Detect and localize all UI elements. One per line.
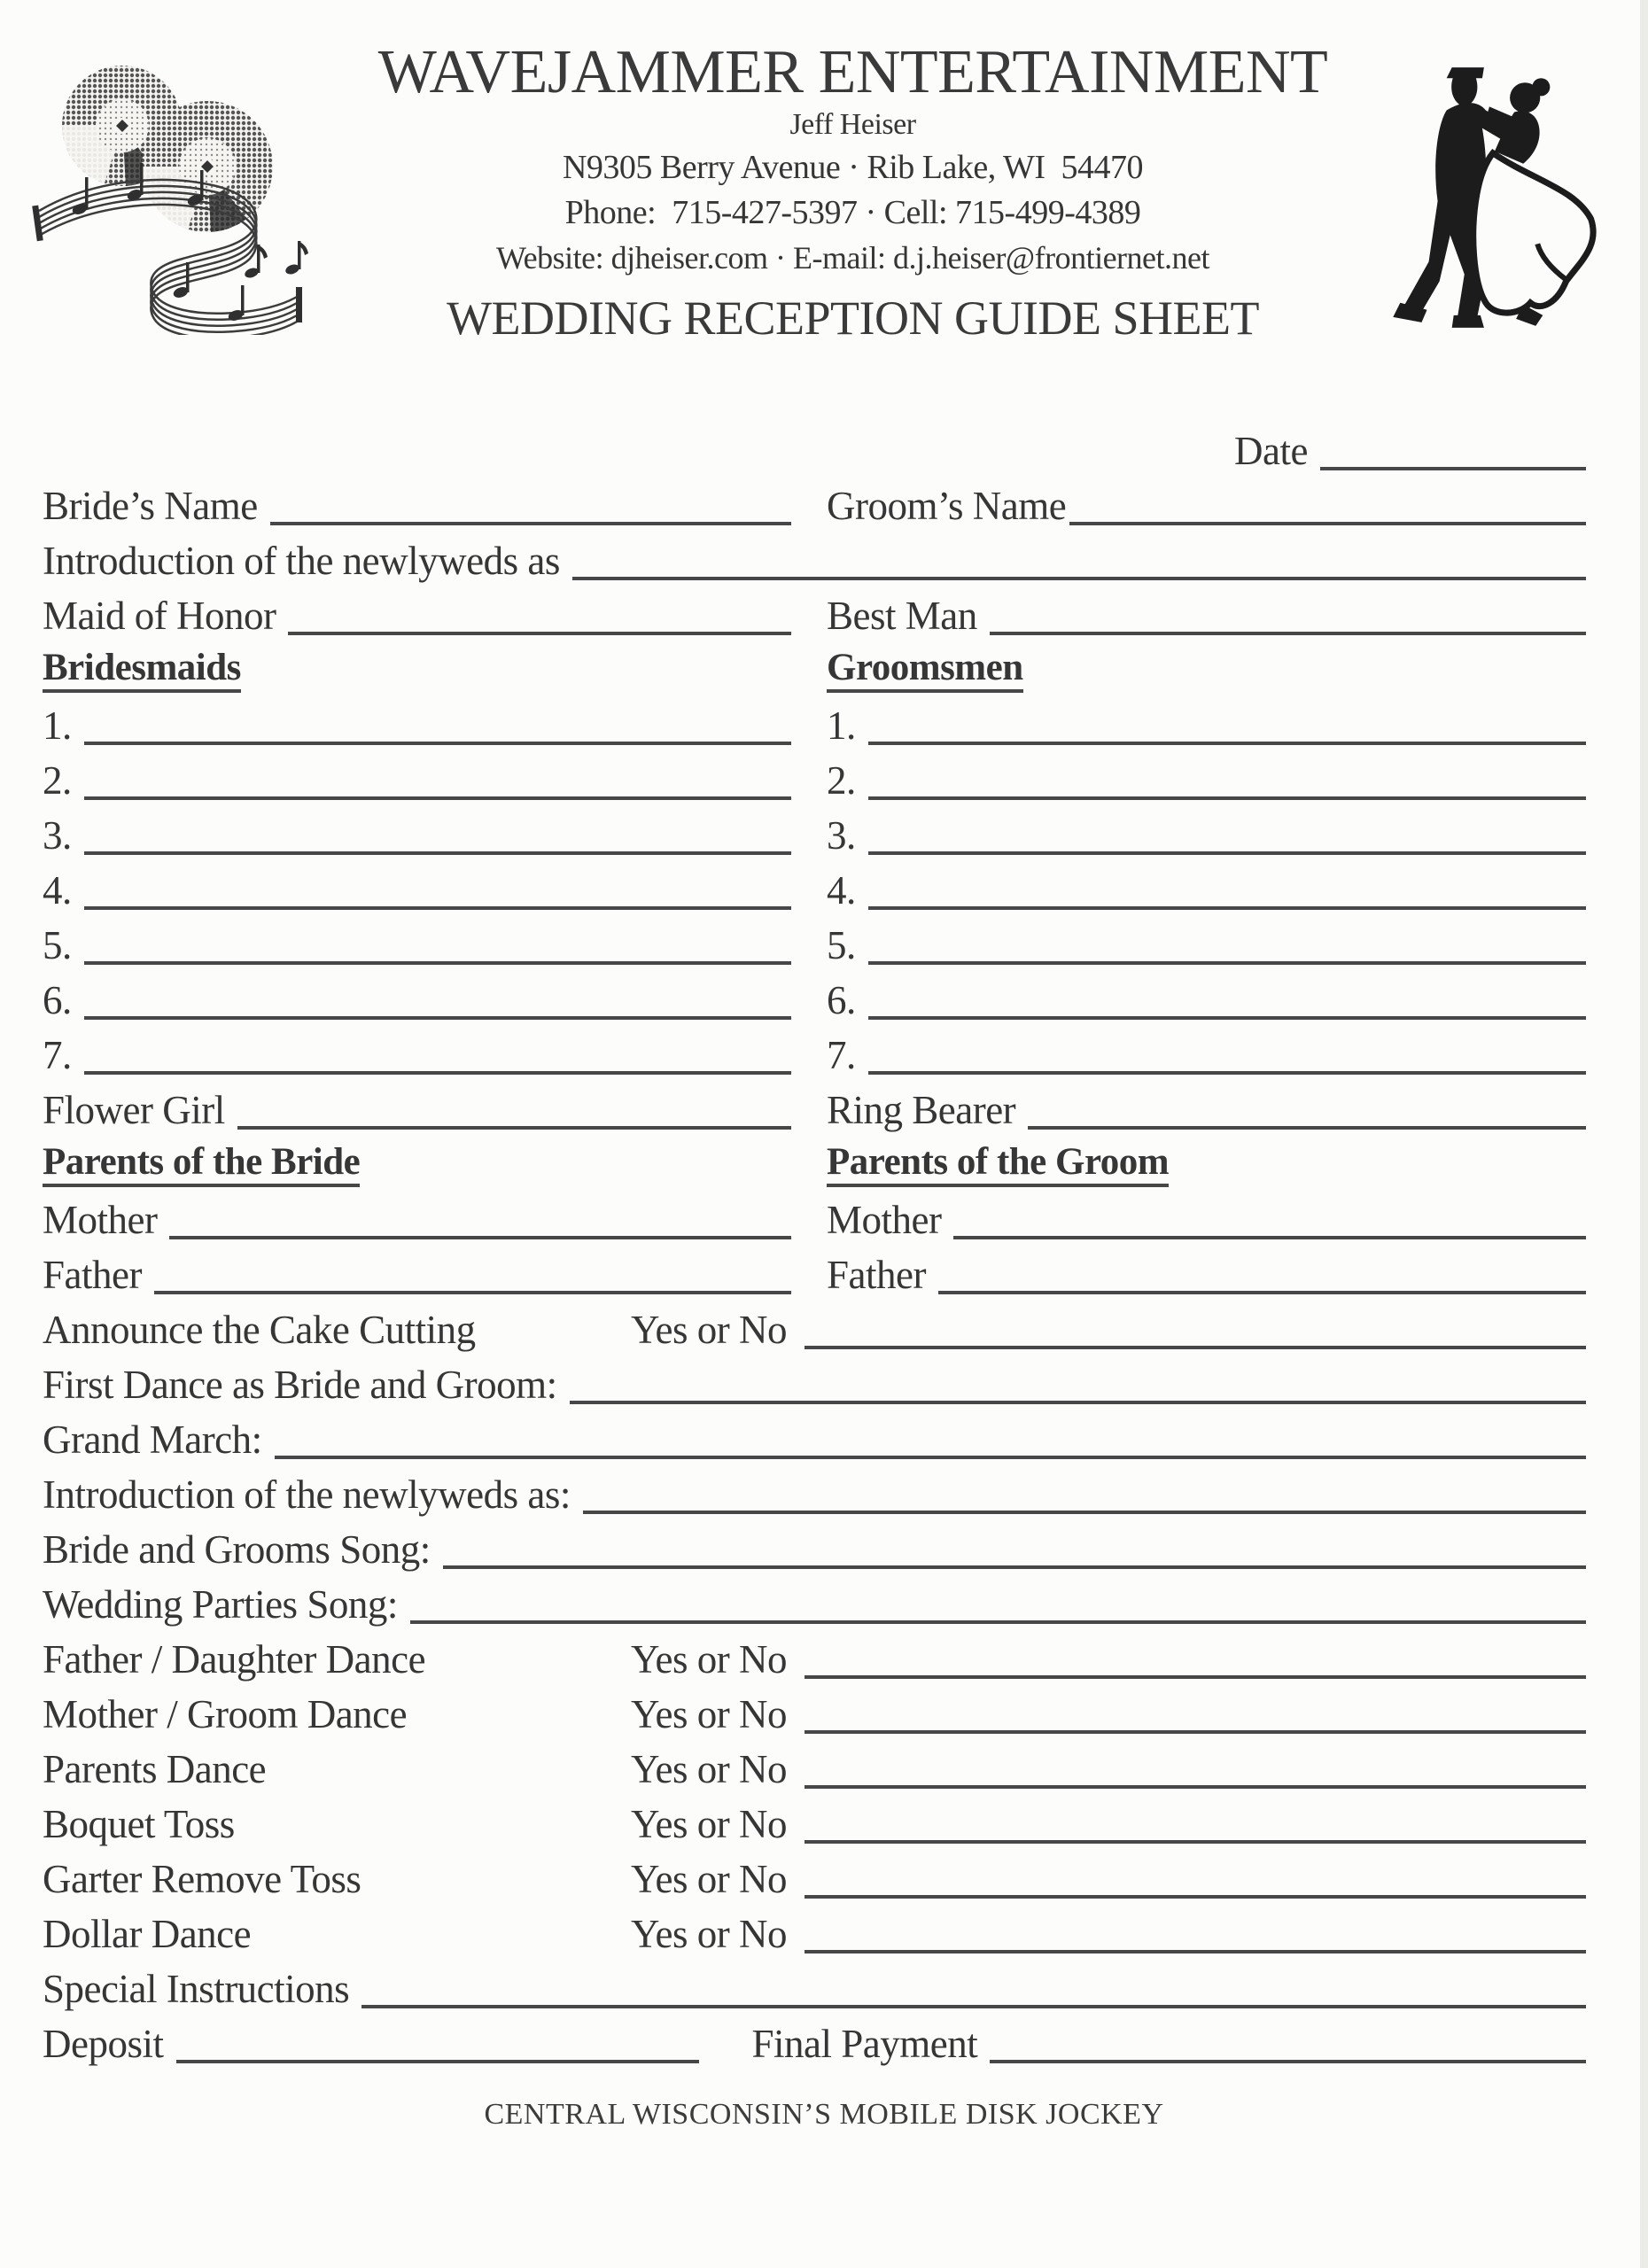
groom-name-label: Groom’s Name	[827, 484, 1067, 529]
ring-bearer-input-line[interactable]	[1028, 1115, 1586, 1130]
dollar-dance-label: Dollar Dance	[43, 1912, 252, 1957]
parents-dance-yes-or-no-label: Yes or No	[631, 1747, 787, 1792]
footer-tagline: CENTRAL WISCONSIN’S MOBILE DISK JOCKEY	[484, 2098, 1164, 2131]
address-line: N9305 Berry Avenue · Rib Lake, WI 54470	[562, 149, 1144, 187]
dancing-couple-icon	[1389, 44, 1604, 338]
date-input-line[interactable]	[1320, 456, 1586, 470]
vinyl-records-music-staff-icon	[23, 35, 317, 335]
reception-guide-form	[0, 390, 1648, 2066]
parents-of-groom-header: Parents of the Groom	[827, 1142, 1169, 1187]
phone-line: Phone: 715-427-5397 · Cell: 715-499-4389	[564, 194, 1141, 232]
final-payment-input-line[interactable]	[990, 2049, 1586, 2063]
bridesmaid-4-input-line[interactable]	[84, 896, 791, 910]
garter-toss-yes-or-no-label: Yes or No	[631, 1857, 787, 1902]
sheet-title: WEDDING RECEPTION GUIDE SHEET	[447, 291, 1259, 346]
groom-mother-input-line[interactable]	[953, 1225, 1586, 1239]
parents-dance-input-line[interactable]	[805, 1775, 1586, 1789]
bride-mother-label: Mother	[43, 1198, 158, 1243]
groomsman-2-input-line[interactable]	[868, 786, 1586, 800]
mother-groom-dance-label: Mother / Groom Dance	[43, 1692, 408, 1737]
newlyweds-intro-row	[43, 528, 1586, 583]
party-headers-row	[43, 638, 1586, 693]
maid-of-honor-input-line[interactable]	[288, 621, 791, 635]
wedding-parties-song-row	[43, 1572, 1586, 1627]
bridesmaid-1-number: 1.	[43, 703, 72, 749]
special-instructions-row	[43, 1956, 1586, 2011]
newlyweds-intro-2-row	[43, 1462, 1586, 1517]
mother-groom-dance-row	[43, 1682, 1586, 1736]
groomsman-1-number: 1.	[827, 703, 856, 749]
best-man-input-line[interactable]	[990, 621, 1586, 635]
groomsman-1-input-line[interactable]	[868, 731, 1586, 745]
dollar-dance-row	[43, 1901, 1586, 1956]
cake-cutting-input-line[interactable]	[805, 1335, 1586, 1349]
maid-bestman-row	[43, 583, 1586, 638]
groomsman-4-number: 4.	[827, 868, 856, 913]
first-dance-label: First Dance as Bride and Groom:	[43, 1363, 557, 1408]
ring-bearer-label: Ring Bearer	[827, 1088, 1016, 1133]
fathers-row	[43, 1242, 1586, 1297]
bride-grooms-song-input-line[interactable]	[443, 1555, 1586, 1569]
groom-name-input-line[interactable]	[1069, 511, 1586, 525]
website-email-line: Website: djheiser.com · E-mail: d.j.heiser@frontiernet.net	[496, 240, 1209, 276]
wedding-parties-song-input-line[interactable]	[410, 1610, 1586, 1624]
party-row-7	[43, 1022, 1586, 1077]
parents-dance-label: Parents Dance	[43, 1747, 267, 1792]
cake-cutting-yes-or-no-label: Yes or No	[631, 1308, 787, 1353]
newlyweds-intro-label: Introduction of the newlyweds as	[43, 539, 560, 584]
party-row-1	[43, 693, 1586, 748]
owner-name: Jeff Heiser	[789, 108, 916, 142]
groomsman-3-input-line[interactable]	[868, 841, 1586, 855]
special-instructions-label: Special Instructions	[43, 1967, 350, 2012]
date-row	[43, 408, 1586, 473]
flower-girl-label: Flower Girl	[43, 1088, 225, 1133]
first-dance-row	[43, 1352, 1586, 1407]
bride-grooms-song-row	[43, 1517, 1586, 1572]
company-name: WAVEJAMMER ENTERTAINMENT	[377, 38, 1328, 106]
bridesmaid-2-number: 2.	[43, 758, 72, 804]
bridesmaid-6-number: 6.	[43, 978, 72, 1023]
garter-remove-toss-label: Garter Remove Toss	[43, 1857, 361, 1902]
bride-father-label: Father	[43, 1253, 142, 1298]
boquet-toss-yes-or-no-label: Yes or No	[631, 1802, 787, 1847]
groomsman-7-input-line[interactable]	[868, 1060, 1586, 1075]
garter-toss-input-line[interactable]	[805, 1884, 1586, 1899]
groom-father-input-line[interactable]	[938, 1280, 1586, 1294]
groom-mother-label: Mother	[827, 1198, 942, 1243]
newlyweds-intro-input-line[interactable]	[572, 566, 1586, 580]
bridesmaid-4-number: 4.	[43, 868, 72, 913]
cake-cutting-row	[43, 1297, 1586, 1352]
father-daughter-dance-row	[43, 1627, 1586, 1682]
bride-grooms-song-label: Bride and Grooms Song:	[43, 1527, 431, 1573]
garter-remove-toss-row	[43, 1846, 1586, 1901]
bridesmaid-7-input-line[interactable]	[84, 1060, 791, 1075]
father-daughter-input-line[interactable]	[805, 1665, 1586, 1679]
cake-cutting-label: Announce the Cake Cutting	[43, 1308, 476, 1353]
groomsman-3-number: 3.	[827, 813, 856, 858]
bridesmaids-header: Bridesmaids	[43, 648, 241, 693]
letterhead-text	[319, 38, 1387, 346]
mothers-row	[43, 1187, 1586, 1242]
parents-of-bride-header: Parents of the Bride	[43, 1142, 360, 1187]
groomsman-6-input-line[interactable]	[868, 1006, 1586, 1020]
boquet-toss-row	[43, 1791, 1586, 1846]
boquet-toss-input-line[interactable]	[805, 1829, 1586, 1844]
party-row-2	[43, 748, 1586, 803]
groomsman-6-number: 6.	[827, 978, 856, 1023]
boquet-toss-label: Boquet Toss	[43, 1802, 235, 1847]
father-daughter-yes-or-no-label: Yes or No	[631, 1637, 787, 1682]
parents-headers-row	[43, 1132, 1586, 1187]
special-instructions-input-line[interactable]	[361, 1994, 1586, 2008]
bride-name-input-line[interactable]	[270, 511, 791, 525]
dollar-dance-yes-or-no-label: Yes or No	[631, 1912, 787, 1957]
mother-groom-yes-or-no-label: Yes or No	[631, 1692, 787, 1737]
mother-groom-input-line[interactable]	[805, 1720, 1586, 1734]
grand-march-label: Grand March:	[43, 1418, 262, 1463]
bride-mother-input-line[interactable]	[169, 1225, 791, 1239]
bride-father-input-line[interactable]	[154, 1280, 791, 1294]
flower-girl-input-line[interactable]	[237, 1115, 791, 1130]
party-row-4	[43, 858, 1586, 913]
date-label: Date	[1234, 429, 1308, 474]
deposit-input-line[interactable]	[176, 2049, 699, 2063]
bridesmaid-6-input-line[interactable]	[84, 1006, 791, 1020]
groomsman-2-number: 2.	[827, 758, 856, 804]
party-row-5	[43, 913, 1586, 967]
first-dance-input-line[interactable]	[570, 1390, 1586, 1404]
best-man-label: Best Man	[827, 594, 977, 639]
bridesmaid-5-input-line[interactable]	[84, 951, 791, 965]
bridesmaid-3-input-line[interactable]	[84, 841, 791, 855]
party-row-3	[43, 803, 1586, 858]
deposit-label: Deposit	[43, 2022, 164, 2067]
bridesmaid-3-number: 3.	[43, 813, 72, 858]
flower-ring-row	[43, 1077, 1586, 1132]
party-row-6	[43, 967, 1586, 1022]
bridesmaid-2-input-line[interactable]	[84, 786, 791, 800]
letterhead	[0, 0, 1648, 390]
bridesmaid-5-number: 5.	[43, 923, 72, 968]
wedding-parties-song-label: Wedding Parties Song:	[43, 1582, 398, 1627]
bride-groom-row	[43, 473, 1586, 528]
grand-march-row	[43, 1407, 1586, 1462]
bride-name-label: Bride’s Name	[43, 484, 258, 529]
groomsman-5-input-line[interactable]	[868, 951, 1586, 965]
maid-of-honor-label: Maid of Honor	[43, 594, 276, 639]
bridesmaid-1-input-line[interactable]	[84, 731, 791, 745]
newlyweds-intro-2-label: Introduction of the newlyweds as:	[43, 1472, 571, 1518]
newlyweds-intro-2-input-line[interactable]	[583, 1500, 1586, 1514]
groomsman-5-number: 5.	[827, 923, 856, 968]
final-payment-label: Final Payment	[751, 2022, 978, 2067]
dollar-dance-input-line[interactable]	[805, 1939, 1586, 1953]
parents-dance-row	[43, 1736, 1586, 1791]
deposit-final-payment-row	[43, 2011, 1586, 2066]
bridesmaid-7-number: 7.	[43, 1033, 72, 1078]
groomsman-7-number: 7.	[827, 1033, 856, 1078]
groomsmen-header: Groomsmen	[827, 648, 1023, 693]
groom-father-label: Father	[827, 1253, 926, 1298]
groomsman-4-input-line[interactable]	[868, 896, 1586, 910]
grand-march-input-line[interactable]	[275, 1445, 1586, 1459]
father-daughter-dance-label: Father / Daughter Dance	[43, 1637, 426, 1682]
